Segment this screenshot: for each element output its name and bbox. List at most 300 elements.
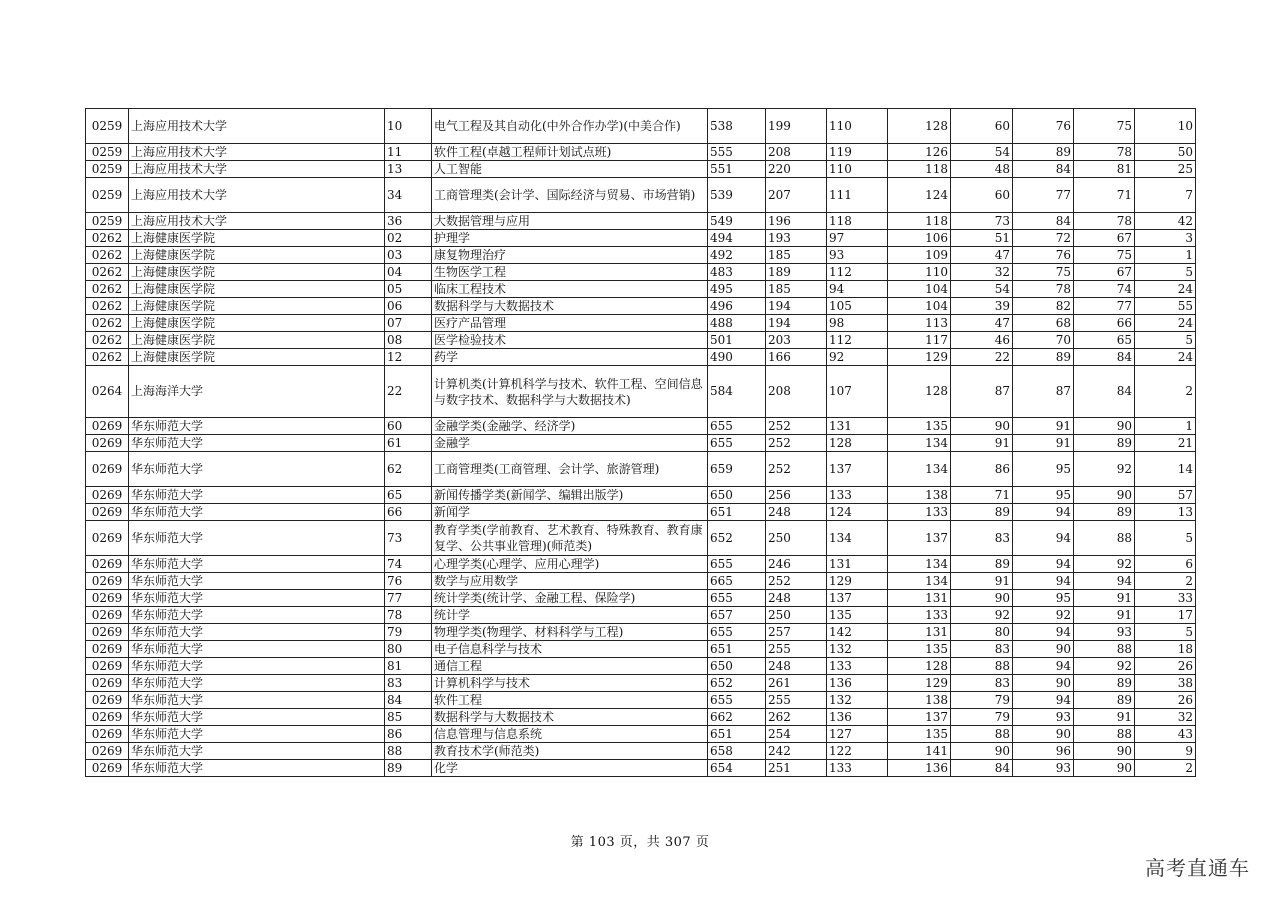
table-row — [86, 281, 1196, 298]
cell-major-group: 05 — [385, 281, 432, 298]
cell-score-7: 90 — [1074, 760, 1135, 777]
cell-score-8: 55 — [1135, 298, 1196, 315]
cell-score-6: 95 — [1013, 590, 1074, 607]
cell-score-7: 78 — [1074, 213, 1135, 230]
table-row — [86, 332, 1196, 349]
cell-score-8: 6 — [1135, 556, 1196, 573]
cell-score-2: 254 — [766, 726, 827, 743]
cell-score-4: 131 — [888, 590, 951, 607]
cell-score-5: 80 — [951, 624, 1013, 641]
cell-school-code: 0269 — [86, 709, 129, 726]
cell-school-name: 华东师范大学 — [129, 504, 385, 521]
cell-score-2: 189 — [766, 264, 827, 281]
cell-score-6: 90 — [1013, 641, 1074, 658]
cell-total-score: 662 — [708, 709, 766, 726]
cell-score-8: 50 — [1135, 144, 1196, 161]
cell-school-code: 0262 — [86, 315, 129, 332]
table-row — [86, 298, 1196, 315]
cell-school-name: 上海健康医学院 — [129, 298, 385, 315]
table-row — [86, 264, 1196, 281]
cell-score-5: 88 — [951, 726, 1013, 743]
cell-score-4: 126 — [888, 144, 951, 161]
table-row — [86, 178, 1196, 213]
cell-total-score: 584 — [708, 366, 766, 418]
cell-score-7: 89 — [1074, 675, 1135, 692]
cell-score-3: 142 — [827, 624, 888, 641]
cell-score-5: 83 — [951, 675, 1013, 692]
cell-score-6: 76 — [1013, 109, 1074, 144]
cell-score-5: 60 — [951, 109, 1013, 144]
cell-total-score: 495 — [708, 281, 766, 298]
cell-major-name: 药学 — [432, 349, 708, 366]
cell-score-3: 98 — [827, 315, 888, 332]
cell-major-group: 78 — [385, 607, 432, 624]
cell-major-group: 04 — [385, 264, 432, 281]
cell-score-2: 220 — [766, 161, 827, 178]
cell-major-name: 计算机类(计算机科学与技术、软件工程、空间信息与数字技术、数据科学与大数据技术) — [432, 366, 708, 418]
cell-school-name: 华东师范大学 — [129, 743, 385, 760]
cell-major-group: 08 — [385, 332, 432, 349]
cell-score-6: 94 — [1013, 658, 1074, 675]
cell-school-code: 0269 — [86, 521, 129, 556]
cell-school-name: 上海健康医学院 — [129, 230, 385, 247]
cell-score-6: 78 — [1013, 281, 1074, 298]
cell-total-score: 657 — [708, 607, 766, 624]
cell-score-2: 262 — [766, 709, 827, 726]
cell-school-code: 0264 — [86, 366, 129, 418]
cell-score-3: 133 — [827, 760, 888, 777]
cell-score-7: 88 — [1074, 641, 1135, 658]
cell-score-7: 89 — [1074, 504, 1135, 521]
cell-school-code: 0259 — [86, 161, 129, 178]
cell-score-4: 135 — [888, 641, 951, 658]
cell-major-name: 工商管理类(工商管理、会计学、旅游管理) — [432, 452, 708, 487]
cell-score-8: 32 — [1135, 709, 1196, 726]
cell-score-3: 134 — [827, 521, 888, 556]
cell-school-name: 华东师范大学 — [129, 607, 385, 624]
cell-score-2: 207 — [766, 178, 827, 213]
cell-score-7: 88 — [1074, 521, 1135, 556]
cell-major-group: 10 — [385, 109, 432, 144]
cell-school-name: 华东师范大学 — [129, 760, 385, 777]
cell-score-4: 128 — [888, 658, 951, 675]
cell-score-2: 246 — [766, 556, 827, 573]
cell-score-3: 129 — [827, 573, 888, 590]
cell-score-3: 132 — [827, 641, 888, 658]
cell-score-4: 137 — [888, 521, 951, 556]
cell-score-6: 94 — [1013, 521, 1074, 556]
cell-school-name: 上海健康医学院 — [129, 264, 385, 281]
cell-school-code: 0269 — [86, 760, 129, 777]
cell-score-2: 194 — [766, 298, 827, 315]
cell-score-3: 97 — [827, 230, 888, 247]
table-row — [86, 109, 1196, 144]
cell-score-3: 133 — [827, 487, 888, 504]
cell-total-score: 655 — [708, 692, 766, 709]
cell-school-name: 华东师范大学 — [129, 709, 385, 726]
cell-score-3: 131 — [827, 556, 888, 573]
cell-score-3: 94 — [827, 281, 888, 298]
cell-major-name: 工商管理类(会计学、国际经济与贸易、市场营销) — [432, 178, 708, 213]
cell-score-4: 118 — [888, 213, 951, 230]
cell-total-score: 501 — [708, 332, 766, 349]
cell-major-group: 76 — [385, 573, 432, 590]
cell-total-score: 488 — [708, 315, 766, 332]
cell-score-8: 33 — [1135, 590, 1196, 607]
cell-score-2: 193 — [766, 230, 827, 247]
cell-score-7: 78 — [1074, 144, 1135, 161]
cell-major-name: 金融学类(金融学、经济学) — [432, 418, 708, 435]
cell-score-4: 134 — [888, 452, 951, 487]
cell-major-name: 数据科学与大数据技术 — [432, 709, 708, 726]
cell-score-4: 133 — [888, 607, 951, 624]
cell-score-3: 110 — [827, 109, 888, 144]
cell-score-4: 138 — [888, 692, 951, 709]
cell-score-5: 89 — [951, 504, 1013, 521]
table-row — [86, 590, 1196, 607]
cell-score-6: 95 — [1013, 452, 1074, 487]
cell-school-name: 上海健康医学院 — [129, 349, 385, 366]
cell-total-score: 652 — [708, 675, 766, 692]
cell-score-5: 46 — [951, 332, 1013, 349]
cell-score-5: 60 — [951, 178, 1013, 213]
cell-major-group: 60 — [385, 418, 432, 435]
cell-score-5: 86 — [951, 452, 1013, 487]
cell-major-name: 信息管理与信息系统 — [432, 726, 708, 743]
cell-score-2: 252 — [766, 418, 827, 435]
cell-major-name: 临床工程技术 — [432, 281, 708, 298]
cell-school-code: 0259 — [86, 144, 129, 161]
cell-major-group: 13 — [385, 161, 432, 178]
cell-major-group: 66 — [385, 504, 432, 521]
cell-major-name: 医疗产品管理 — [432, 315, 708, 332]
cell-school-code: 0269 — [86, 726, 129, 743]
cell-total-score: 549 — [708, 213, 766, 230]
cell-school-name: 华东师范大学 — [129, 487, 385, 504]
cell-school-code: 0269 — [86, 641, 129, 658]
cell-score-5: 79 — [951, 692, 1013, 709]
cell-total-score: 538 — [708, 109, 766, 144]
cell-score-2: 248 — [766, 504, 827, 521]
cell-school-name: 华东师范大学 — [129, 675, 385, 692]
cell-total-score: 496 — [708, 298, 766, 315]
cell-total-score: 483 — [708, 264, 766, 281]
cell-score-3: 122 — [827, 743, 888, 760]
table-row — [86, 213, 1196, 230]
cell-major-group: 07 — [385, 315, 432, 332]
cell-score-6: 93 — [1013, 709, 1074, 726]
cell-score-2: 252 — [766, 573, 827, 590]
cell-score-7: 66 — [1074, 315, 1135, 332]
table-row — [86, 435, 1196, 452]
cell-score-6: 89 — [1013, 349, 1074, 366]
cell-score-4: 134 — [888, 556, 951, 573]
cell-school-code: 0269 — [86, 624, 129, 641]
cell-score-7: 90 — [1074, 743, 1135, 760]
cell-major-group: 73 — [385, 521, 432, 556]
cell-total-score: 655 — [708, 556, 766, 573]
cell-score-6: 91 — [1013, 435, 1074, 452]
cell-score-6: 94 — [1013, 504, 1074, 521]
cell-score-8: 5 — [1135, 264, 1196, 281]
table-row — [86, 230, 1196, 247]
cell-score-4: 117 — [888, 332, 951, 349]
table-row — [86, 418, 1196, 435]
cell-score-4: 134 — [888, 435, 951, 452]
cell-total-score: 659 — [708, 452, 766, 487]
table-row — [86, 692, 1196, 709]
cell-major-group: 12 — [385, 349, 432, 366]
cell-score-3: 112 — [827, 332, 888, 349]
cell-total-score: 555 — [708, 144, 766, 161]
table-body — [86, 109, 1196, 777]
cell-major-group: 61 — [385, 435, 432, 452]
cell-score-8: 24 — [1135, 281, 1196, 298]
cell-score-3: 131 — [827, 418, 888, 435]
cell-school-code: 0259 — [86, 213, 129, 230]
cell-school-name: 华东师范大学 — [129, 435, 385, 452]
cell-school-code: 0269 — [86, 573, 129, 590]
cell-score-2: 250 — [766, 607, 827, 624]
cell-major-name: 数据科学与大数据技术 — [432, 298, 708, 315]
cell-score-8: 18 — [1135, 641, 1196, 658]
table-row — [86, 709, 1196, 726]
cell-school-code: 0269 — [86, 590, 129, 607]
cell-score-7: 89 — [1074, 692, 1135, 709]
cell-school-code: 0269 — [86, 692, 129, 709]
cell-score-4: 104 — [888, 281, 951, 298]
cell-school-name: 华东师范大学 — [129, 590, 385, 607]
cell-score-5: 83 — [951, 641, 1013, 658]
cell-school-code: 0262 — [86, 247, 129, 264]
cell-total-score: 490 — [708, 349, 766, 366]
admission-score-table — [85, 108, 1196, 777]
cell-school-name: 华东师范大学 — [129, 692, 385, 709]
cell-major-name: 电子信息科学与技术 — [432, 641, 708, 658]
cell-major-group: 79 — [385, 624, 432, 641]
cell-score-5: 88 — [951, 658, 1013, 675]
cell-score-3: 137 — [827, 452, 888, 487]
cell-total-score: 655 — [708, 624, 766, 641]
table-row — [86, 743, 1196, 760]
cell-score-4: 128 — [888, 109, 951, 144]
cell-score-2: 257 — [766, 624, 827, 641]
cell-score-8: 2 — [1135, 573, 1196, 590]
cell-score-4: 137 — [888, 709, 951, 726]
cell-score-7: 84 — [1074, 349, 1135, 366]
cell-score-3: 136 — [827, 709, 888, 726]
cell-score-8: 25 — [1135, 161, 1196, 178]
cell-score-5: 54 — [951, 144, 1013, 161]
cell-score-5: 71 — [951, 487, 1013, 504]
cell-score-4: 136 — [888, 760, 951, 777]
cell-major-name: 生物医学工程 — [432, 264, 708, 281]
cell-score-7: 94 — [1074, 573, 1135, 590]
table-row — [86, 760, 1196, 777]
cell-school-code: 0262 — [86, 230, 129, 247]
cell-score-6: 94 — [1013, 692, 1074, 709]
cell-total-score: 652 — [708, 521, 766, 556]
watermark: 高考直通车 — [1145, 856, 1250, 880]
table-row — [86, 349, 1196, 366]
cell-score-6: 95 — [1013, 487, 1074, 504]
cell-major-group: 02 — [385, 230, 432, 247]
cell-score-7: 89 — [1074, 435, 1135, 452]
cell-total-score: 658 — [708, 743, 766, 760]
cell-major-group: 77 — [385, 590, 432, 607]
table-row — [86, 144, 1196, 161]
cell-major-group: 36 — [385, 213, 432, 230]
cell-score-6: 68 — [1013, 315, 1074, 332]
table-row — [86, 521, 1196, 556]
cell-score-5: 32 — [951, 264, 1013, 281]
cell-major-name: 大数据管理与应用 — [432, 213, 708, 230]
cell-score-6: 90 — [1013, 726, 1074, 743]
cell-school-code: 0269 — [86, 743, 129, 760]
cell-score-2: 248 — [766, 658, 827, 675]
cell-total-score: 665 — [708, 573, 766, 590]
cell-major-name: 通信工程 — [432, 658, 708, 675]
cell-score-4: 129 — [888, 675, 951, 692]
cell-school-code: 0262 — [86, 281, 129, 298]
cell-total-score: 651 — [708, 726, 766, 743]
cell-score-7: 84 — [1074, 366, 1135, 418]
cell-school-code: 0269 — [86, 675, 129, 692]
cell-major-group: 89 — [385, 760, 432, 777]
cell-score-2: 248 — [766, 590, 827, 607]
cell-school-name: 上海健康医学院 — [129, 281, 385, 298]
cell-score-8: 57 — [1135, 487, 1196, 504]
cell-score-4: 128 — [888, 366, 951, 418]
cell-school-name: 上海海洋大学 — [129, 366, 385, 418]
cell-major-name: 新闻传播学类(新闻学、编辑出版学) — [432, 487, 708, 504]
cell-score-5: 73 — [951, 213, 1013, 230]
cell-major-group: 62 — [385, 452, 432, 487]
cell-score-3: 137 — [827, 590, 888, 607]
cell-score-2: 251 — [766, 760, 827, 777]
cell-score-2: 252 — [766, 435, 827, 452]
cell-score-4: 138 — [888, 487, 951, 504]
cell-score-3: 127 — [827, 726, 888, 743]
cell-school-name: 上海应用技术大学 — [129, 144, 385, 161]
cell-score-7: 92 — [1074, 556, 1135, 573]
cell-score-8: 26 — [1135, 658, 1196, 675]
cell-school-name: 华东师范大学 — [129, 624, 385, 641]
cell-major-name: 数学与应用数学 — [432, 573, 708, 590]
cell-score-6: 96 — [1013, 743, 1074, 760]
cell-score-4: 106 — [888, 230, 951, 247]
cell-school-code: 0269 — [86, 435, 129, 452]
cell-score-4: 141 — [888, 743, 951, 760]
cell-major-name: 电气工程及其自动化(中外合作办学)(中美合作) — [432, 109, 708, 144]
cell-score-8: 26 — [1135, 692, 1196, 709]
cell-total-score: 655 — [708, 590, 766, 607]
cell-major-name: 物理学类(物理学、材料科学与工程) — [432, 624, 708, 641]
cell-major-name: 人工智能 — [432, 161, 708, 178]
cell-score-5: 48 — [951, 161, 1013, 178]
cell-score-4: 129 — [888, 349, 951, 366]
cell-school-code: 0262 — [86, 349, 129, 366]
table-row — [86, 607, 1196, 624]
table-row — [86, 624, 1196, 641]
cell-score-7: 65 — [1074, 332, 1135, 349]
cell-score-6: 82 — [1013, 298, 1074, 315]
cell-score-8: 24 — [1135, 349, 1196, 366]
cell-score-7: 92 — [1074, 658, 1135, 675]
cell-score-8: 2 — [1135, 366, 1196, 418]
cell-total-score: 494 — [708, 230, 766, 247]
cell-major-group: 86 — [385, 726, 432, 743]
table-row — [86, 366, 1196, 418]
cell-major-name: 软件工程(卓越工程师计划试点班) — [432, 144, 708, 161]
cell-major-name: 心理学类(心理学、应用心理学) — [432, 556, 708, 573]
cell-score-5: 83 — [951, 521, 1013, 556]
cell-school-code: 0262 — [86, 264, 129, 281]
cell-score-6: 72 — [1013, 230, 1074, 247]
cell-score-8: 2 — [1135, 760, 1196, 777]
cell-score-3: 119 — [827, 144, 888, 161]
cell-score-8: 38 — [1135, 675, 1196, 692]
cell-major-name: 新闻学 — [432, 504, 708, 521]
cell-school-name: 华东师范大学 — [129, 641, 385, 658]
cell-major-name: 统计学类(统计学、金融工程、保险学) — [432, 590, 708, 607]
cell-score-6: 93 — [1013, 760, 1074, 777]
cell-score-2: 208 — [766, 144, 827, 161]
cell-school-code: 0262 — [86, 298, 129, 315]
cell-score-8: 14 — [1135, 452, 1196, 487]
cell-total-score: 551 — [708, 161, 766, 178]
cell-score-2: 255 — [766, 641, 827, 658]
table-row — [86, 247, 1196, 264]
cell-score-3: 110 — [827, 161, 888, 178]
cell-score-7: 71 — [1074, 178, 1135, 213]
cell-school-name: 上海应用技术大学 — [129, 178, 385, 213]
cell-score-5: 90 — [951, 418, 1013, 435]
cell-major-name: 护理学 — [432, 230, 708, 247]
cell-major-name: 化学 — [432, 760, 708, 777]
cell-score-7: 81 — [1074, 161, 1135, 178]
cell-school-name: 华东师范大学 — [129, 521, 385, 556]
cell-score-6: 92 — [1013, 607, 1074, 624]
cell-school-code: 0269 — [86, 607, 129, 624]
cell-score-4: 133 — [888, 504, 951, 521]
table-row — [86, 726, 1196, 743]
cell-score-7: 92 — [1074, 452, 1135, 487]
cell-major-group: 88 — [385, 743, 432, 760]
cell-score-2: 255 — [766, 692, 827, 709]
cell-score-6: 77 — [1013, 178, 1074, 213]
cell-score-6: 87 — [1013, 366, 1074, 418]
cell-score-5: 84 — [951, 760, 1013, 777]
cell-score-7: 67 — [1074, 230, 1135, 247]
cell-school-name: 华东师范大学 — [129, 418, 385, 435]
cell-score-4: 131 — [888, 624, 951, 641]
cell-school-name: 华东师范大学 — [129, 658, 385, 675]
cell-school-code: 0269 — [86, 556, 129, 573]
cell-score-4: 135 — [888, 726, 951, 743]
cell-major-group: 83 — [385, 675, 432, 692]
cell-score-5: 92 — [951, 607, 1013, 624]
cell-score-4: 110 — [888, 264, 951, 281]
cell-score-2: 185 — [766, 281, 827, 298]
cell-score-2: 256 — [766, 487, 827, 504]
cell-score-4: 135 — [888, 418, 951, 435]
cell-school-code: 0259 — [86, 178, 129, 213]
cell-score-7: 90 — [1074, 487, 1135, 504]
cell-score-3: 133 — [827, 658, 888, 675]
cell-score-8: 5 — [1135, 521, 1196, 556]
cell-score-8: 43 — [1135, 726, 1196, 743]
